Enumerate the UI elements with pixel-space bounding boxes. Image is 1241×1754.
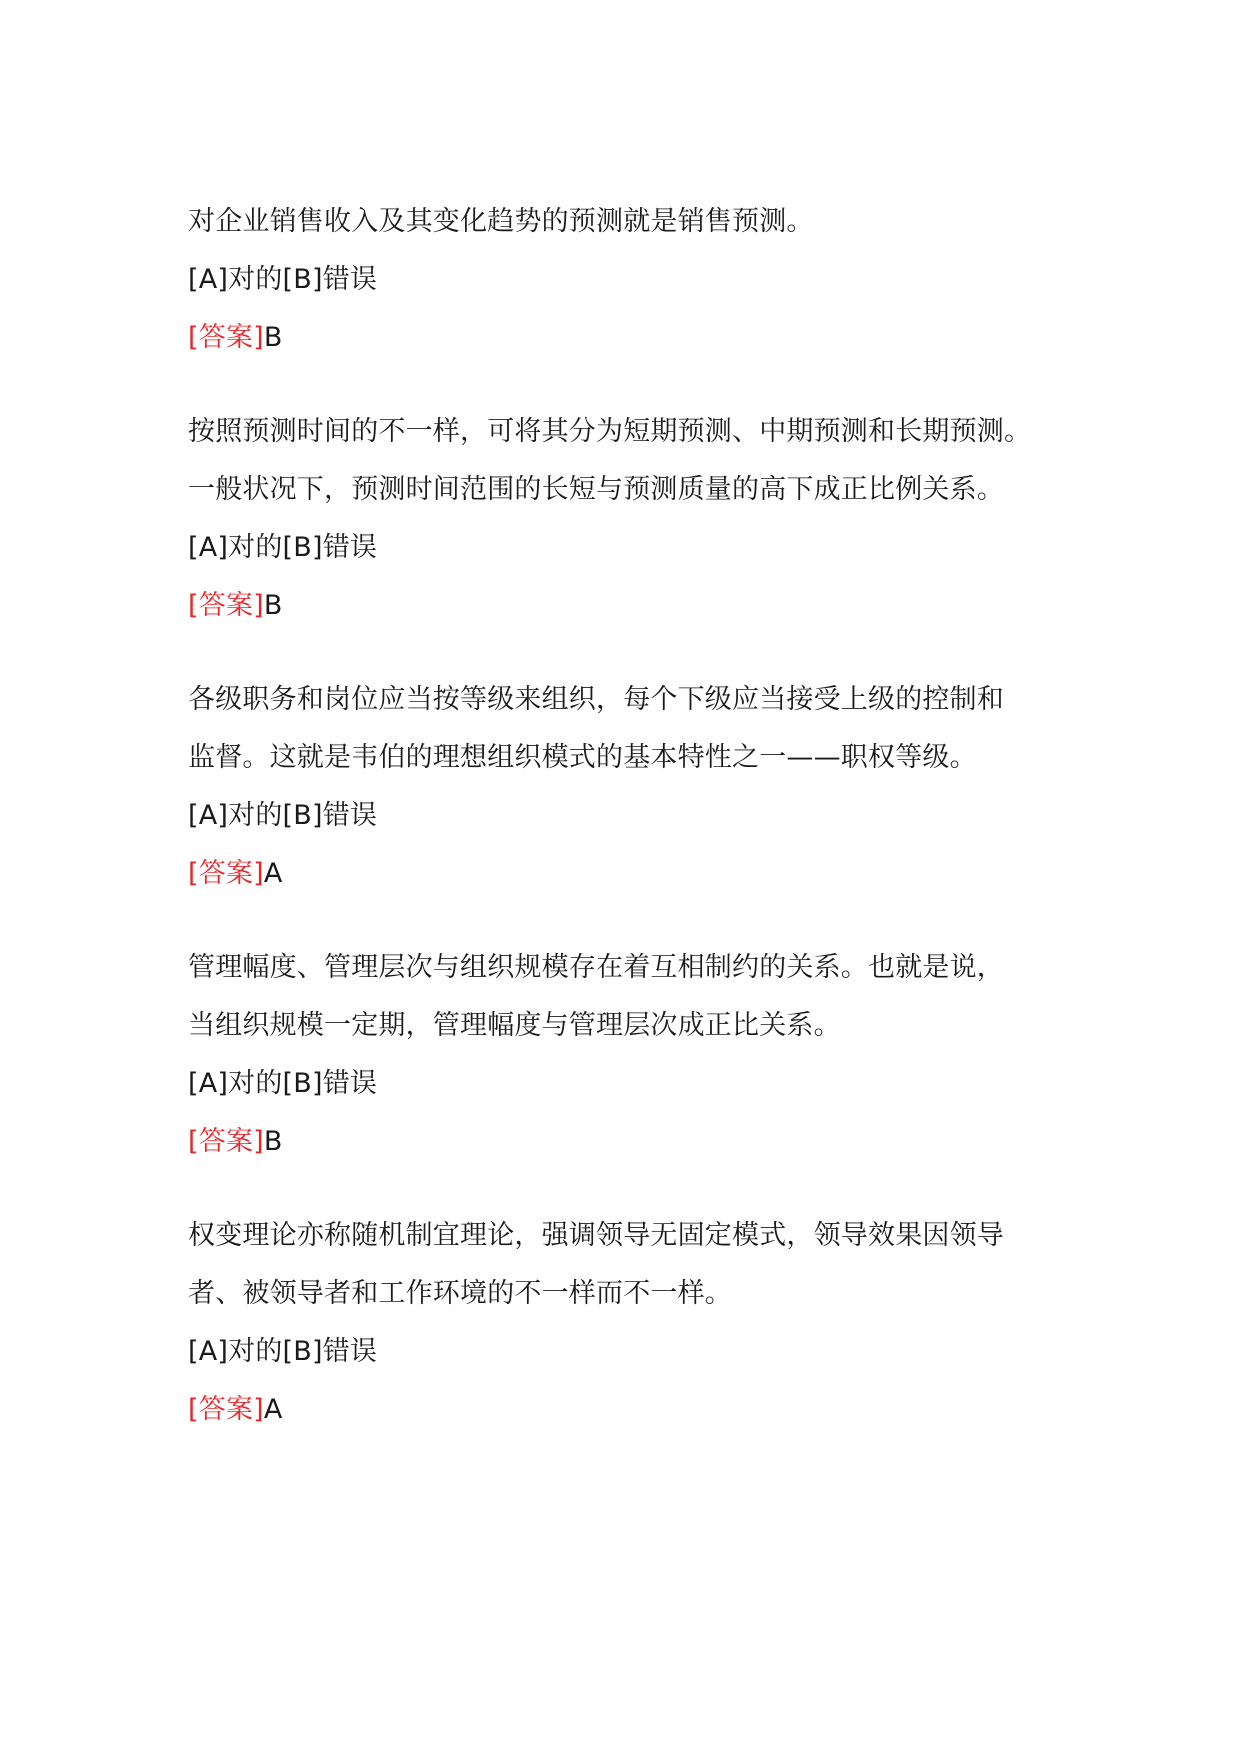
answer-label: [答案] xyxy=(188,1394,264,1425)
question-item xyxy=(188,403,1068,635)
answer-value: A xyxy=(263,1394,283,1425)
question-options: [A]对的[B]错误 xyxy=(188,532,378,563)
answer-line xyxy=(188,577,1068,635)
question-options: [A]对的[B]错误 xyxy=(188,264,378,295)
question-text-line: 对企业销售收入及其变化趋势的预测就是销售预测。 xyxy=(188,206,814,237)
answer-label: [答案] xyxy=(188,1126,264,1157)
answer-line xyxy=(188,1113,1068,1171)
answer-value: B xyxy=(263,1126,283,1157)
answer-value: B xyxy=(263,322,283,353)
question-text-line: 当组织规模一定期，管理幅度与管理层次成正比关系。 xyxy=(188,1010,841,1041)
question-text-line: 者、被领导者和工作环境的不一样而不一样。 xyxy=(188,1278,732,1309)
answer-line xyxy=(188,845,1068,903)
question-item xyxy=(188,193,1068,367)
question-text-line: 监督。这就是韦伯的理想组织模式的基本特性之一——职权等级。 xyxy=(188,742,977,773)
answer-label: [答案] xyxy=(188,590,264,621)
answer-value: B xyxy=(263,590,283,621)
answer-label: [答案] xyxy=(188,858,264,889)
question-item xyxy=(188,1207,1068,1439)
question-list xyxy=(188,193,1068,1475)
answer-line xyxy=(188,309,1068,367)
question-text-line: 权变理论亦称随机制宜理论，强调领导无固定模式，领导效果因领导 xyxy=(188,1220,1004,1251)
answer-line xyxy=(188,1381,1068,1439)
question-item xyxy=(188,671,1068,903)
question-options: [A]对的[B]错误 xyxy=(188,800,378,831)
question-text-line: 各级职务和岗位应当按等级来组织，每个下级应当接受上级的控制和 xyxy=(188,684,1004,715)
question-text-line: 一般状况下，预测时间范围的长短与预测质量的高下成正比例关系。 xyxy=(188,474,1004,505)
answer-label: [答案] xyxy=(188,322,264,353)
question-text-line: 按照预测时间的不一样，可将其分为短期预测、中期预测和长期预测。 xyxy=(188,416,1032,447)
question-options: [A]对的[B]错误 xyxy=(188,1336,378,1367)
question-item xyxy=(188,939,1068,1171)
question-text-line: 管理幅度、管理层次与组织规模存在着互相制约的关系。也就是说， xyxy=(188,952,1004,983)
answer-value: A xyxy=(263,858,283,889)
question-options: [A]对的[B]错误 xyxy=(188,1068,378,1099)
